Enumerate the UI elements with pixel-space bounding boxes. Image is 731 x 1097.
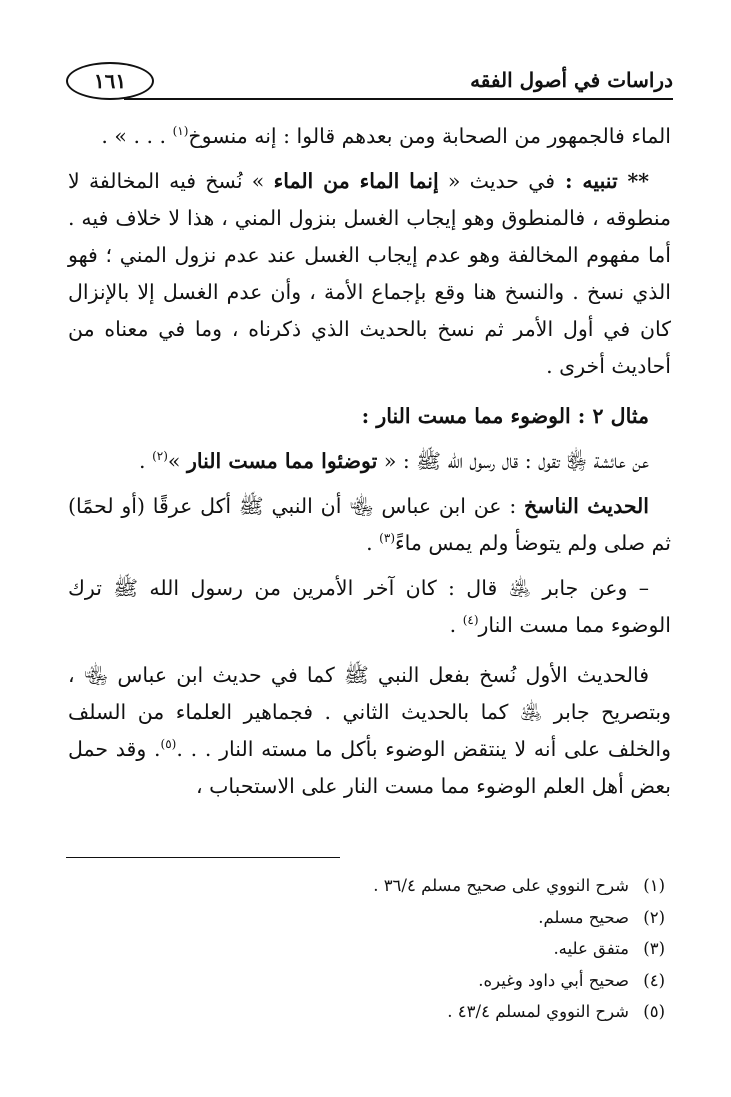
note-label: ** تنبيه : [555,169,649,193]
footnote-ref-4: (٤) [462,613,479,628]
note-pre: في حديث « [438,169,556,193]
paragraph-abrogating [68,488,671,562]
footnote-ref-5: (٥) [160,737,177,752]
footnote-text: صحيح مسلم. [538,907,629,927]
paragraph-1-tail: . . . » . [101,124,173,148]
footnote-4 [70,965,665,997]
aisha-pre: عن عائشة ﵂ تقول : قال رسول الله ﷺ : « [377,449,649,473]
paragraph-aisha [68,443,671,480]
footnote-rule [66,857,340,858]
footnote-1 [70,870,665,902]
footnote-ref-2: (٢) [152,449,168,464]
aisha-hadith-quote: توضئوا مما مست النار [186,449,378,473]
note-body: » نُسخ فيه المخالفة لا منطوقه ، فالمنطوق وهو إيجاب الغسل بنزول المني ، هذا لا خلاف فيه . أما مفهوم المخالفة وهو عدم إيجاب الغسل عند عدم نزول المني ؛ فهو الذي نسخ . والنسخ هنا وقع بإجماع الأمة ، وأن عدم الغسل إلا بالإنزال كان في أول الأمر ثم نسخ بالحديث الذي ذكرناه ، وما في معناه من أحاديث أخرى . [68,169,671,378]
footnote-ref-3: (٣) [379,531,395,546]
footnote-ref-1: (١) [172,124,189,139]
note-hadith-quote: إنما الماء من الماء [273,169,439,193]
abrogating-tail: . [366,531,380,555]
jabir-tail: . [449,613,463,637]
abrogating-text: : عن ابن عباس ﵄ أن النبي ﷺ أكل عرقًا (أو لحمًا) ثم صلى ولم يتوضأ ولم يمس ماءً [68,494,671,555]
footnote-number: (٤) [643,970,665,990]
paragraph-1-text: الماء فالجمهور من الصحابة ومن بعدهم قالوا : إنه منسوخ [188,124,671,148]
aisha-post: » [167,449,187,473]
abrogating-label: الحديث الناسخ [524,494,649,518]
running-header [66,62,673,106]
paragraph-1 [68,118,671,155]
jabir-text: – وعن جابر ﵁ قال : كان آخر الأمرين من رسول الله ﷺ ترك الوضوء مما مست النار [68,576,671,637]
footnote-number: (٢) [643,907,665,927]
page-number-oval [66,62,154,100]
example-heading: مثال ٢ : الوضوء مما مست النار : [361,404,649,428]
note-paragraph [68,163,671,385]
paragraph-conclusion [68,657,671,805]
aisha-tail: . [139,449,153,473]
footnote-number: (٣) [643,939,665,958]
footnote-number: (٥) [643,1002,665,1021]
footnote-number: (١) [643,876,665,895]
footnote-5 [70,996,665,1028]
footnote-3 [70,933,665,965]
footnote-text: شرح النووي لمسلم ٤٣/٤ . [447,1002,629,1021]
body-text [68,118,671,805]
footnotes [70,870,665,1028]
header-rule [124,98,673,100]
footnote-text: شرح النووي على صحيح مسلم ٣٦/٤ . [373,876,629,895]
footnote-text: صحيح أبي داود وغيره. [478,970,629,990]
footnote-2 [70,902,665,934]
paragraph-jabir [68,570,671,644]
page-number: ١٦١ [93,69,127,93]
footnote-text: متفق عليه. [553,939,629,958]
header-title: دراسات في أصول الفقه [470,68,673,92]
conclusion-text: فالحديث الأول نُسخ بفعل النبي ﷺ كما في حديث ابن عباس ﵄ ، وبتصريح جابر ﵁ كما بالحديث الثاني . فجماهير العلماء من السلف والخلف على أنه لا ينتقض الوضوء بأكل ما مسته النار . . . [68,663,671,761]
conclusion-tail: . وقد حمل بعض أهل العلم الوضوء مما مست النار على الاستحباب ، [68,737,671,798]
